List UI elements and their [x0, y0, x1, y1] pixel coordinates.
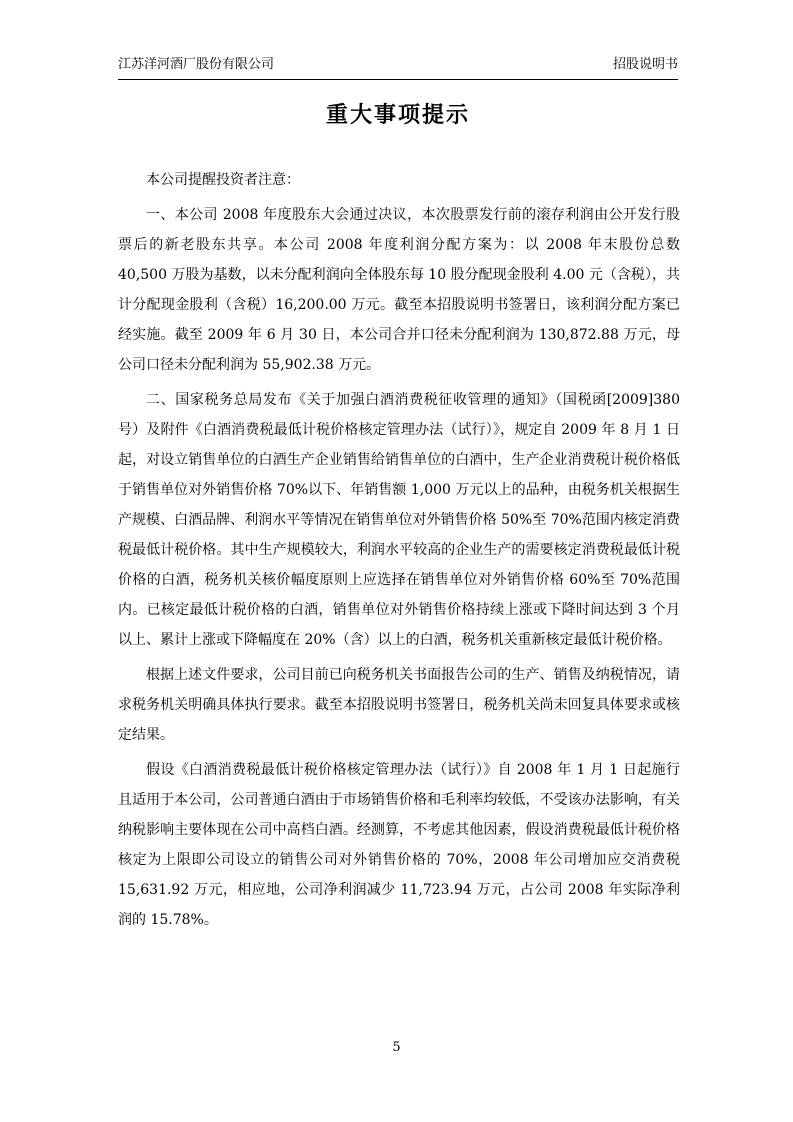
- paragraph-profit-distribution: 一、本公司 2008 年度股东大会通过决议，本次股票发行前的滚存利润由公开发行股票后的新老股东共享。本公司 2008 年度利润分配方案为：以 2008 年末股份总数 40,500 万股为基数，以未分配利润向全体股东每 10 股分配现金股利 4.00 元（含税），共计分配现金股利（含税）16,200.00 万元。截至本招股说明书签署日，该利润分配方案已经实施。截至 2009 年 6 月 30 日，本公司合并口径未分配利润为 130,872.88 万元，母公司口径未分配利润为 55,902.38 万元。: [118, 207, 680, 373]
- body-text: [118, 165, 680, 935]
- paragraph-consumption-tax-notice: 二、国家税务总局发布《关于加强白酒消费税征收管理的通知》（国税函[2009]380 号）及附件《白酒消费税最低计税价格核定管理办法（试行）》，规定自 2009 年 8 月 1 日起，对设立销售单位的白酒生产企业销售给销售单位的白酒中，生产企业消费税计税价格低于销售单位对外销售价格 70%以下、年销售额 1,000 万元以上的品种，由税务机关根据生产规模、白酒品牌、利润水平等情况在销售单位对外销售价格 50%至 70%范围内核定消费税最低计税价格。其中生产规模较大，利润水平较高的企业生产的需要核定消费税最低计税价格的白酒，税务机关核价幅度原则上应选择在销售单位对外销售价格 60%至 70%范围内。已核定最低计税价格的白酒，销售单位对外销售价格持续上涨或下降时间达到 3 个月以上、累计上涨或下降幅度在 20%（含）以上的白酒，税务机关重新核定最低计税价格。: [118, 392, 680, 648]
- header-document-type: 招股说明书: [612, 57, 678, 72]
- page-number: 5: [392, 1040, 401, 1055]
- page-header: [118, 55, 678, 79]
- header-company-name: 江苏洋河酒厂股份有限公司: [118, 57, 275, 72]
- paragraph-company-response: 根据上述文件要求，公司目前已向税务机关书面报告公司的生产、销售及纳税情况，请求税务机关明确具体执行要求。截至本招股说明书签署日，税务机关尚未回复具体要求或核定结果。: [118, 667, 680, 743]
- paragraph-tax-impact: 假设《白酒消费税最低计税价格核定管理办法（试行）》自 2008 年 1 月 1 日起施行且适用于本公司，公司普通白酒由于市场销售价格和毛利率均较低，不受该办法影响，有关纳税影响主要体现在公司中高档白酒。经测算，不考虑其他因素，假设消费税最低计税价格核定为上限即公司设立的销售公司对外销售价格的 70%，2008 年公司增加应交消费税 15,631.92 万元，相应地，公司净利润减少 11,723.94 万元，占公司 2008 年实际净利润的 15.78%。: [118, 762, 680, 928]
- page-title: 重大事项提示: [325, 103, 470, 128]
- header-divider: [118, 79, 678, 80]
- paragraph-intro: 本公司提醒投资者注意：: [146, 172, 300, 188]
